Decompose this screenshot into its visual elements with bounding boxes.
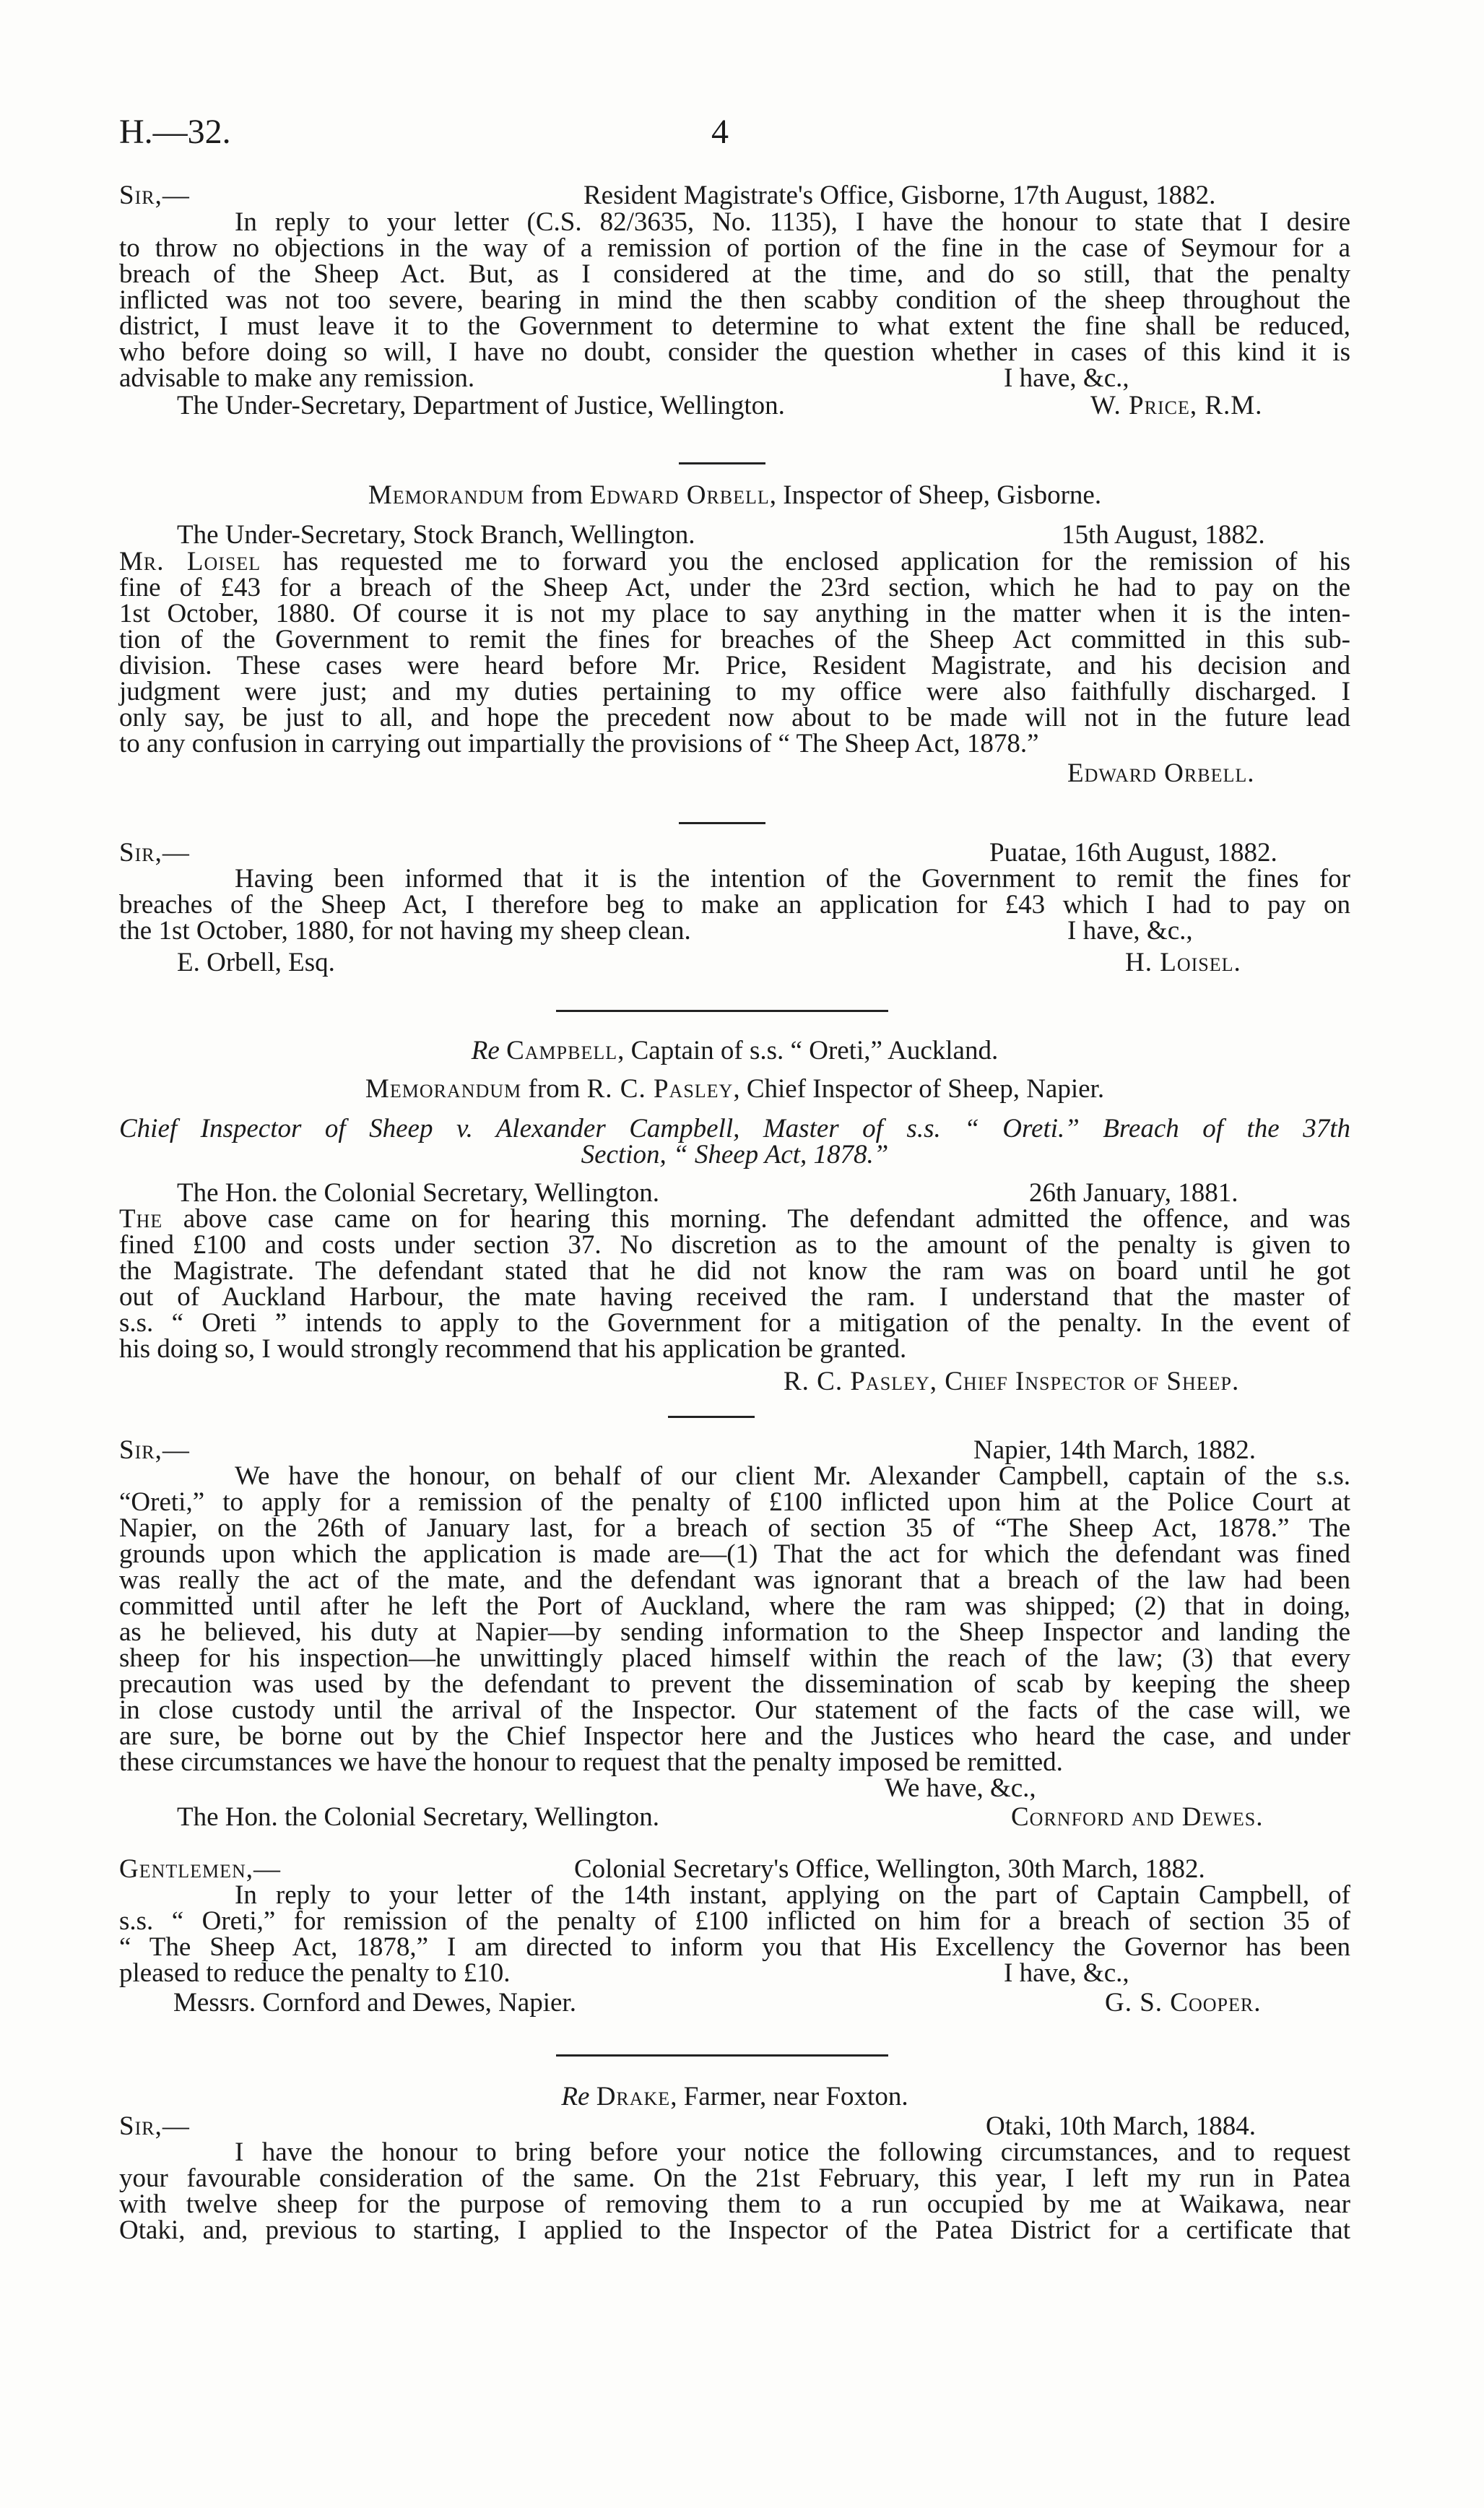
body-line: “ The Sheep Act, 1878,” I am directed to inform you that His Excellency the Governor has been: [119, 1932, 1350, 1962]
place-date: Colonial Secretary's Office, Wellington, 30th March, 1882.: [574, 1854, 1205, 1884]
place-date: Puatae, 16th August, 1882.: [989, 838, 1277, 868]
memo-heading: Memorandum from R. C. Pasley, Chief Inspector of Sheep, Napier.: [365, 1074, 1105, 1104]
body-line: “Oreti,” to apply for a remission of the penalty of £100 inflicted upon him at the Police Court at: [119, 1487, 1350, 1517]
body-line: Napier, on the 26th of January last, for a breach of section 35 of “The Sheep Act, 1878.” The: [119, 1513, 1350, 1543]
salutation: Sir,—: [119, 2111, 190, 2141]
body-line: tion of the Government to remit the fines for breaches of the Sheep Act committed in this sub-: [119, 625, 1350, 654]
signature: G. S. Cooper.: [1105, 1988, 1262, 2018]
addressee: The Under-Secretary, Stock Branch, Wellington.: [177, 520, 695, 550]
body-line: grounds upon which the application is made are—(1) That the act for which the defendant was fined: [119, 1539, 1350, 1569]
body-line: to throw no objections in the way of a remission of portion of the fine in the case of Seymour for a: [119, 233, 1350, 263]
body-line: committed until after he left the Port of Auckland, where the ram was shipped; (2) that in doing,: [119, 1591, 1350, 1621]
body-line: out of Auckland Harbour, the mate having received the ram. I understand that the master of: [119, 1282, 1350, 1312]
body-line: In reply to your letter of the 14th instant, applying on the part of Captain Campbell, of: [235, 1880, 1350, 1910]
paper-reference: H.—32.: [119, 113, 231, 151]
body-line: In reply to your letter (C.S. 82/3635, No. 1135), I have the honour to state that I desire: [235, 207, 1350, 237]
body-line: district, I must leave it to the Government to determine to what extent the fine shall be reduced,: [119, 311, 1350, 341]
body-line: with twelve sheep for the purpose of removing them to a run occupied by me at Waikawa, near: [119, 2189, 1350, 2219]
body-line: to any confusion in carrying out impartially the provisions of “ The Sheep Act, 1878.”: [119, 729, 1039, 758]
addressee: Messrs. Cornford and Dewes, Napier.: [173, 1988, 576, 2018]
place-date: Napier, 14th March, 1882.: [973, 1435, 1257, 1465]
body-line: his doing so, I would strongly recommend that his application be granted.: [119, 1334, 907, 1364]
separator: [679, 822, 765, 824]
salutation: Sir,—: [119, 1435, 190, 1465]
signature: H. Loisel.: [1125, 948, 1241, 977]
section-title: Re Campbell, Captain of s.s. “ Oreti,” Auckland.: [471, 1036, 999, 1065]
addressee: The Under-Secretary, Department of Justice, Wellington.: [177, 391, 785, 420]
date: 15th August, 1882.: [1062, 520, 1265, 550]
body-line: precaution was used by the defendant to prevent the dissemination of scab by keeping the sheep: [119, 1669, 1350, 1699]
signature: Cornford and Dewes.: [1011, 1802, 1264, 1832]
body-line: fined £100 and costs under section 37. No discretion as to the amount of the penalty is given to: [119, 1230, 1350, 1260]
body-line: these circumstances we have the honour to request that the penalty imposed be remitted.: [119, 1747, 1063, 1777]
body-line: s.s. “ Oreti ” intends to apply to the Government for a mitigation of the penalty. In the event of: [119, 1308, 1350, 1338]
body-line: We have the honour, on behalf of our client Mr. Alexander Campbell, captain of the s.s.: [235, 1461, 1350, 1491]
body-line: as he believed, his duty at Napier—by sending information to the Sheep Inspector and landing the: [119, 1617, 1350, 1647]
closing: I have, &c.,: [1067, 916, 1193, 946]
body-line: breaches of the Sheep Act, I therefore beg to make an application for £43 which I had to pay on: [119, 890, 1350, 920]
body-line: the Magistrate. The defendant stated that he did not know the ram was on board until he got: [119, 1256, 1350, 1286]
addressee: E. Orbell, Esq.: [177, 948, 335, 977]
body-line: The above case came on for hearing this morning. The defendant admitted the offence, and was: [119, 1204, 1350, 1234]
separator: [679, 462, 765, 464]
body-line: the 1st October, 1880, for not having my sheep clean.: [119, 916, 691, 946]
section-separator: [556, 2054, 888, 2057]
place-date: Resident Magistrate's Office, Gisborne, 17th August, 1882.: [583, 181, 1216, 210]
case-title: Chief Inspector of Sheep v. Alexander Campbell, Master of s.s. “ Oreti.” Breach of the 37th: [119, 1114, 1350, 1143]
separator: [668, 1416, 755, 1418]
body-line: pleased to reduce the penalty to £10.: [119, 1958, 511, 1988]
body-line: was really the act of the mate, and the defendant was ignorant that a breach of the law had been: [119, 1565, 1350, 1595]
body-line: inflicted was not too severe, bearing in mind the then scabby condition of the sheep throughout the: [119, 285, 1350, 315]
body-line: advisable to make any remission.: [119, 363, 475, 393]
body-line: your favourable consideration of the same. On the 21st February, this year, I left my run in Patea: [119, 2163, 1350, 2193]
body-line: division. These cases were heard before Mr. Price, Resident Magistrate, and his decision and: [119, 651, 1350, 680]
body-line: Otaki, and, previous to starting, I applied to the Inspector of the Patea District for a certificate that: [119, 2215, 1350, 2245]
memo-heading: Memorandum from Edward Orbell, Inspector of Sheep, Gisborne.: [368, 480, 1102, 510]
body-line: only say, be just to all, and hope the precedent now about to be made will not in the future lead: [119, 703, 1350, 732]
body-line: judgment were just; and my duties pertaining to my office were also faithfully discharged. I: [119, 677, 1350, 706]
signature: Edward Orbell.: [1067, 758, 1255, 788]
addressee: The Hon. the Colonial Secretary, Wellington.: [177, 1802, 660, 1832]
addressee: The Hon. the Colonial Secretary, Wellington.: [177, 1178, 660, 1208]
body-line: s.s. “ Oreti,” for remission of the penalty of £100 inflicted on him for a breach of section 35 of: [119, 1906, 1350, 1936]
signature: W. Price, R.M.: [1090, 391, 1263, 420]
salutation: Gentlemen,—: [119, 1854, 282, 1884]
salutation: Sir,—: [119, 838, 190, 868]
body-line: fine of £43 for a breach of the Sheep Act, under the 23rd section, which he had to pay on the: [119, 573, 1350, 602]
closing: We have, &c.,: [885, 1773, 1036, 1803]
body-line: I have the honour to bring before your notice the following circumstances, and to request: [235, 2137, 1350, 2167]
body-line: are sure, be borne out by the Chief Inspector here and the Justices who heard the case, and under: [119, 1721, 1350, 1751]
body-line: 1st October, 1880. Of course it is not my place to say anything in the matter when it is the inten-: [119, 599, 1350, 628]
page-header: [119, 112, 1347, 155]
place-date: Otaki, 10th March, 1884.: [986, 2111, 1257, 2141]
body-line: in close custody until the arrival of the Inspector. Our statement of the facts of the case will, we: [119, 1695, 1350, 1725]
body-line: Having been informed that it is the intention of the Government to remit the fines for: [235, 864, 1350, 894]
section-title: Re Drake, Farmer, near Foxton.: [561, 2082, 908, 2111]
body-line: who before doing so will, I have no doubt, consider the question whether in cases of this kind it is: [119, 337, 1350, 367]
page-number: 4: [711, 113, 729, 151]
salutation: Sir,—: [119, 181, 190, 210]
closing: I have, &c.,: [1004, 1958, 1129, 1988]
case-title: Section, “ Sheep Act, 1878.”: [581, 1140, 889, 1169]
closing: I have, &c.,: [1004, 363, 1129, 393]
body-line: breach of the Sheep Act. But, as I considered at the time, and do so still, that the penalty: [119, 259, 1350, 289]
section-separator: [556, 1010, 888, 1012]
body-line: sheep for his inspection—he unwittingly placed himself within the reach of the law; (3) that every: [119, 1643, 1350, 1673]
signature: R. C. Pasley, Chief Inspector of Sheep.: [784, 1367, 1240, 1396]
body-line: Mr. Loisel has requested me to forward you the enclosed application for the remission of his: [119, 547, 1351, 576]
date: 26th January, 1881.: [1029, 1178, 1238, 1208]
